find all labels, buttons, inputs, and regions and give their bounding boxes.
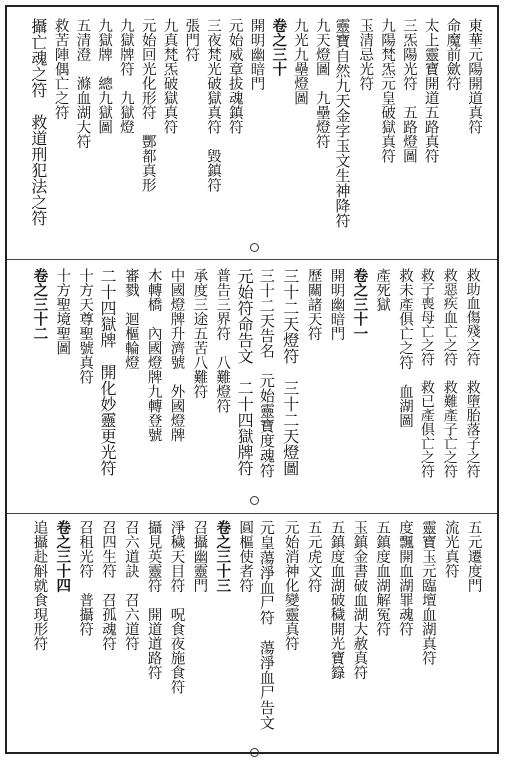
text-column: 九天燈圖 九壘燈符: [313, 18, 330, 149]
text-column: 玉鎮金書破血湖大赦真符: [351, 520, 368, 680]
binding-hole: [250, 496, 259, 505]
text-column: 救苦陣偶亡之符: [52, 18, 69, 120]
text-column: 元始符命告文 二十四獄牌符: [235, 268, 255, 476]
text-column: 木轉橋 內國燈牌九轉登號: [145, 268, 162, 442]
text-column: 攝見英靈符 開道道路符: [145, 520, 162, 680]
text-column: 太上靈寶開道五路真符: [422, 18, 439, 163]
text-column: 度飄開血湖罪魂符: [397, 520, 414, 636]
text-column: 救子喪母亡之符 救已產俱亡之符: [418, 268, 435, 478]
text-column: 靈寶玉元臨壇血湖真符: [419, 520, 436, 665]
text-column: 卷之三十三: [214, 520, 232, 593]
text-column: 流光真符: [442, 520, 459, 578]
text-column: 圓樞使者符: [237, 520, 254, 593]
text-column: 十方聖境聖圖: [54, 268, 71, 355]
text-column: 開明幽暗門: [248, 18, 265, 91]
text-column: 三十二天燈符 三十二天燈圖: [280, 268, 300, 476]
text-column: 九真梵炁破獄真符: [161, 18, 178, 134]
text-column: 卷之三十二: [31, 268, 49, 341]
text-column: 五鎮度血湖破穢開光寶籙: [328, 520, 345, 680]
text-column: 普告三界符 八難燈符: [214, 268, 231, 413]
text-column: 開明幽暗門: [328, 268, 345, 341]
text-column: 五鎮度血湖解冤符: [374, 520, 391, 636]
text-column: 三十二天告名 元始靈寶度魂符: [257, 268, 276, 478]
text-column: 卷之三十: [270, 18, 288, 76]
text-column: 卷之三十四: [54, 520, 72, 593]
text-column: 召四生符 召孤魂符: [99, 520, 116, 651]
text-column: 卷之三十一: [351, 268, 369, 341]
text-column: 五元虎文符: [305, 520, 322, 593]
text-column: 元皇蕩淨血尸符 蕩淨血尸告文: [257, 520, 276, 730]
text-column: 張門符: [183, 18, 200, 62]
text-column: 元始消神化變靈真符: [282, 520, 299, 651]
text-column: 中國燈牌升濟號 外國燈牌: [168, 268, 185, 442]
text-column: 命魔前歛符: [444, 18, 461, 91]
text-column: 二十四獄牌 開化妙靈更光符: [97, 268, 117, 476]
text-column: 追攝赴斛就食現形符: [31, 520, 48, 651]
text-column: 淨穢天目符 呪食夜施食符: [168, 520, 185, 694]
text-column: 產死獄: [374, 268, 391, 312]
text-column: 靈寶自然九天金字玉文生神降符: [333, 18, 352, 228]
text-column: 九獄牌 總九獄圖: [96, 18, 113, 134]
text-column: 九獄牌符 九獄燈: [117, 18, 134, 134]
text-column: 元始威章拔魂鎮符: [226, 18, 243, 134]
binding-hole: [250, 243, 259, 252]
text-column: 審戮 迴樞輪燈: [122, 268, 139, 370]
text-column: 三夜梵光破獄真符 毀鎮符: [204, 18, 221, 192]
text-column: 召攝幽靈門: [191, 520, 208, 593]
text-column: 攝亡魂之符 救道刑犯法之符: [28, 18, 48, 226]
text-column: 十方天尊聖號真符: [77, 268, 94, 384]
text-column: 元始回光化形符 酆都真形: [139, 18, 156, 192]
text-column: 玉清忌光符: [357, 18, 374, 91]
text-column: 五清澄 滌血湖大符: [74, 18, 91, 149]
text-column: 三炁陽光符 五路燈圖: [400, 18, 417, 163]
text-column: 召租光符 普攝符: [77, 520, 94, 636]
text-column: 五元遷度門: [465, 520, 482, 593]
text-column: 九陽梵炁元皇破獄真符: [379, 18, 396, 163]
text-column: 九光九壘燈圖: [292, 18, 309, 105]
text-column: 救助血傷殘之符 救墮胎落子之符: [464, 268, 481, 478]
text-column: 東華元陽開道真符: [466, 18, 483, 134]
binding-hole: [250, 748, 259, 757]
text-column: 承度三途五苦八難符: [191, 268, 208, 399]
text-column: 救惡疾血亡之符 救難產子亡之符: [441, 268, 458, 478]
text-column: 救未產俱亡之符 血湖圖: [397, 268, 414, 428]
text-column: 歷關諸天符: [305, 268, 322, 341]
text-column: 召六道訣 召六道符: [122, 520, 139, 651]
